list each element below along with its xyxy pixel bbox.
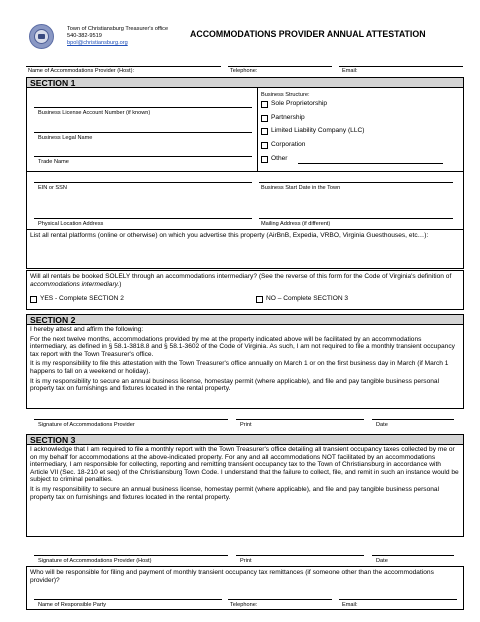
trade-name-label: Trade Name <box>38 159 69 165</box>
platforms-question: List all rental platforms (online or otherwise) on which you advertise this property (AirBnB, Expedia, VRBO, Virginia Guesthouses, etc…): <box>30 232 429 239</box>
partnership-option[interactable]: Partnership <box>261 114 305 123</box>
physical-location-line[interactable] <box>34 218 252 219</box>
no-section-3-option[interactable]: NO – Complete SECTION 3 <box>256 295 348 304</box>
telephone-label: Telephone: <box>230 68 258 74</box>
section-3-print-line[interactable] <box>236 555 364 556</box>
section-3-date-line[interactable] <box>372 555 454 556</box>
mailing-address-line[interactable] <box>259 218 453 219</box>
legal-name-line[interactable] <box>34 132 252 133</box>
section-2-intro: I hereby attest and affirm the following: <box>30 326 144 333</box>
intermediary-question: Will all rentals be booked SOLELY through an accommodations intermediary? (See the reverse of this form for the Code of Virginia's definition of accommodations intermediary.) <box>30 273 452 288</box>
section-2-signature-line[interactable] <box>34 419 228 420</box>
section-2-date-label: Date <box>376 422 388 428</box>
section-1-rule <box>26 171 464 172</box>
intermediary-box <box>26 270 464 310</box>
checkbox[interactable] <box>256 296 263 303</box>
checkbox[interactable] <box>261 128 268 135</box>
yes-section-2-option[interactable]: YES - Complete SECTION 2 <box>30 295 124 304</box>
section-3-print-label: Print <box>240 558 252 564</box>
corporation-option[interactable]: Corporation <box>261 141 305 150</box>
business-license-label: Business License Account Number (if known) <box>38 110 151 116</box>
mailing-address-label: Mailing Address (if different) <box>261 221 331 227</box>
section-1-divider <box>257 88 258 171</box>
section-2-paragraph-1: For the next twelve months, accommodations provided by me at the property indicated above will be facilitated by an accommodations intermediary, as defined in § 58.1-3818.8 and § 58.1-3602 of the Code of Virginia. As such, I am not required to file a monthly transient occupancy tax report with the Town Treasurer's office. <box>30 335 455 358</box>
responsible-email-label: Email: <box>342 602 358 608</box>
form-title: ACCOMMODATIONS PROVIDER ANNUAL ATTESTATION <box>190 29 426 39</box>
responsible-telephone-line[interactable] <box>228 599 332 600</box>
llc-option[interactable]: Limited Liability Company (LLC) <box>261 127 364 136</box>
checkbox[interactable] <box>261 156 268 163</box>
checkbox[interactable] <box>261 101 268 108</box>
section-3-box <box>26 445 464 537</box>
section-2-signature-label: Signature of Accommodations Provider <box>38 422 135 428</box>
checkbox[interactable] <box>30 296 37 303</box>
section-3-date-label: Date <box>376 558 388 564</box>
section-2-paragraph-3: It is my responsibility to secure an annual business license, homestay permit (where applicable), and file and pay tangible business personal property tax on furnishings and fixtures located in the rental property. <box>30 377 440 393</box>
section-2-box <box>26 325 464 409</box>
section-3-paragraph-2: It is my responsibility to secure an annual business license, homestay permit (where applicable), and file and pay tangible business personal property tax on furnishings and fixtures located in the rental property. <box>30 485 440 501</box>
section-2-print-label: Print <box>240 422 252 428</box>
section-3-heading: SECTION 3 <box>26 434 464 445</box>
legal-name-label: Business Legal Name <box>38 135 93 141</box>
provider-name-line[interactable] <box>26 66 221 67</box>
office-name: Town of Christiansburg Treasurer's office <box>67 26 169 32</box>
responsible-name-label: Name of Responsible Party <box>38 602 107 608</box>
section-2-date-line[interactable] <box>372 419 454 420</box>
section-1-heading: SECTION 1 <box>26 77 464 88</box>
physical-location-label: Physical Location Address <box>38 221 104 227</box>
town-seal <box>29 24 54 49</box>
section-3-paragraph-1: I acknowledge that I am required to file a monthly report with the Town Treasurer's office detailing all transient occupancy taxes collected by me or on my behalf for accommodations at the above-indicated property. For any and all accommodations NOT facilitated by an accommodations intermediary, I am responsible for collecting, reporting and remitting transient occupancy tax to the Town of Christiansburg in accordance with Article VII (Sec. 18-210 et seq) of the Christiansburg Town Code. I understand that the failure to collect, file, and remit in such an instance would be subject to criminal penalties. <box>30 446 459 484</box>
trade-name-line[interactable] <box>34 156 252 157</box>
other-line[interactable] <box>298 163 443 164</box>
office-email-link[interactable]: bpol@christiansburg.org <box>67 40 128 46</box>
section-2-paragraph-2: It is my responsibility to file this attestation with the Town Treasurer's office annually on March 1 or on the first business day in March (if March 1 happens to fall on a weekend or holiday). <box>30 360 449 375</box>
section-2-heading: SECTION 2 <box>26 314 464 325</box>
responsible-telephone-label: Telephone: <box>230 602 258 608</box>
email-label: Email: <box>342 68 358 74</box>
ein-label: EIN or SSN <box>38 185 67 191</box>
section-3-signature-label: Signature of Accommodations Provider (Host) <box>38 558 152 564</box>
telephone-line[interactable] <box>228 66 332 67</box>
other-option[interactable]: Other <box>261 155 288 164</box>
business-license-line[interactable] <box>34 107 252 108</box>
email-line[interactable] <box>339 66 463 67</box>
start-date-label: Business Start Date in the Town <box>261 185 341 191</box>
checkbox[interactable] <box>261 142 268 149</box>
checkbox[interactable] <box>261 115 268 122</box>
start-date-line[interactable] <box>259 182 453 183</box>
section-2-print-line[interactable] <box>236 419 364 420</box>
responsible-party-question: Who will be responsible for filing and payment of monthly transient occupancy tax remittances (if someone other than the accommodations provider)? <box>30 569 434 584</box>
provider-name-label: Name of Accommodations Provider (Host): <box>28 68 135 74</box>
platforms-box[interactable] <box>26 229 464 269</box>
sole-proprietorship-option[interactable]: Sole Proprietorship <box>261 100 327 109</box>
section-3-signature-line[interactable] <box>34 555 228 556</box>
ein-line[interactable] <box>34 182 252 183</box>
responsible-email-line[interactable] <box>339 599 457 600</box>
business-structure-label: Business Structure: <box>261 92 310 98</box>
office-phone: 540-382-9519 <box>67 33 102 39</box>
responsible-name-line[interactable] <box>34 599 222 600</box>
